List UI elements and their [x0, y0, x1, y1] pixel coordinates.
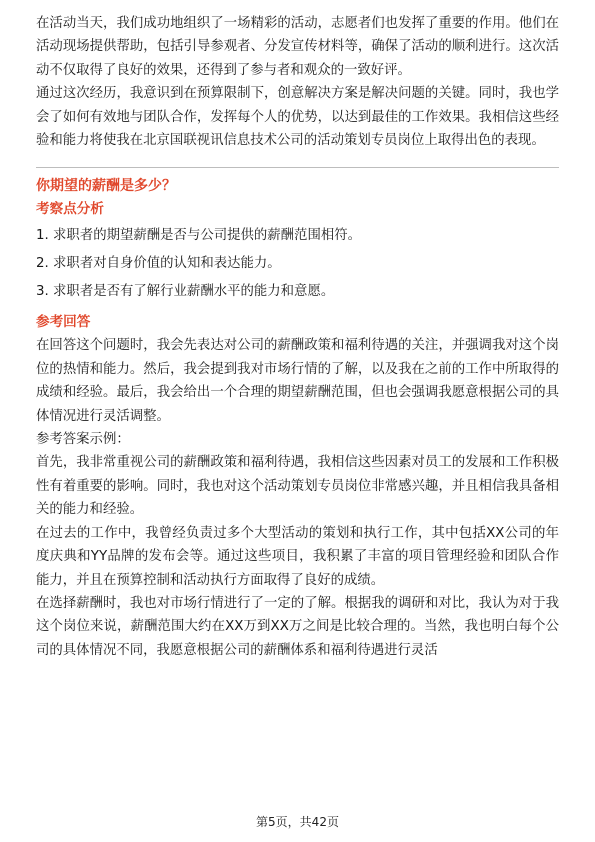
answer-paragraph: 在回答这个问题时，我会先表达对公司的薪酬政策和福利待遇的关注，并强调我对这个岗位的热情和能力。然后，我会提到我对市场行情的了解，以及我在之前的工作中所取得的成绩和经验。最后，我会给出一个合理的期望薪酬范围，但也会强调我愿意根据公司的具体情况进行灵活调整。 [36, 338, 559, 424]
example-label: 参考答案示例： [36, 432, 130, 448]
intro-paragraph: 在活动当天，我们成功地组织了一场精彩的活动，志愿者们也发挥了重要的作用。他们在活动现场提供帮助，包括引导参观者、分发宣传材料等，确保了活动的顺利进行。这次活动不仅取得了良好的效果，还得到了参与者和观众的一致好评。 [36, 16, 559, 78]
example-paragraph: 在选择薪酬时，我也对市场行情进行了一定的了解。根据我的调研和对比，我认为对于我这个岗位来说，薪酬范围大约在XX万到XX万之间是比较合理的。当然，我也明白每个公司的具体情况不同，我愿意根据公司的薪酬体系和福利待遇进行灵活 [36, 595, 559, 658]
question-title: 你期望的薪酬是多少？ [36, 178, 176, 195]
intro-paragraph: 通过这次经历，我意识到在预算限制下，创意解决方案是解决问题的关键。同时，我也学会了如何有效地与团队合作，发挥每个人的优势，以达到最佳的工作效果。我相信这些经验和能力将使我在北京国联视讯信息技术公司的活动策划专员岗位上取得出色的表现。 [36, 86, 559, 149]
list-item: 2. 求职者对自身价值的认知和表达能力。 [36, 256, 281, 272]
list-item: 1. 求职者的期望薪酬是否与公司提供的薪酬范围相符。 [36, 228, 362, 244]
example-paragraph: 在过去的工作中，我曾经负责过多个大型活动的策划和执行工作，其中包括XX公司的年度庆典和YY品牌的发布会等。通过这些项目，我积累了丰富的项目管理经验和团队合作能力，并且在预算控制和活动执行方面取得了良好的成绩。 [36, 525, 559, 588]
list-item: 3. 求职者是否有了解行业薪酬水平的能力和意愿。 [36, 284, 335, 300]
analysis-heading: 考察点分析 [36, 201, 104, 218]
example-paragraph: 首先，我非常重视公司的薪酬政策和福利待遇，我相信这些因素对员工的发展和工作积极性有着重要的影响。同时，我也对这个活动策划专员岗位非常感兴趣，并且相信我具备相关的能力和经验。 [36, 455, 559, 518]
section-divider [36, 167, 559, 168]
reference-heading: 参考回答 [36, 314, 91, 331]
analysis-list [36, 224, 559, 303]
page-number: 第5页，共42页 [256, 815, 339, 829]
page-content [36, 12, 559, 662]
